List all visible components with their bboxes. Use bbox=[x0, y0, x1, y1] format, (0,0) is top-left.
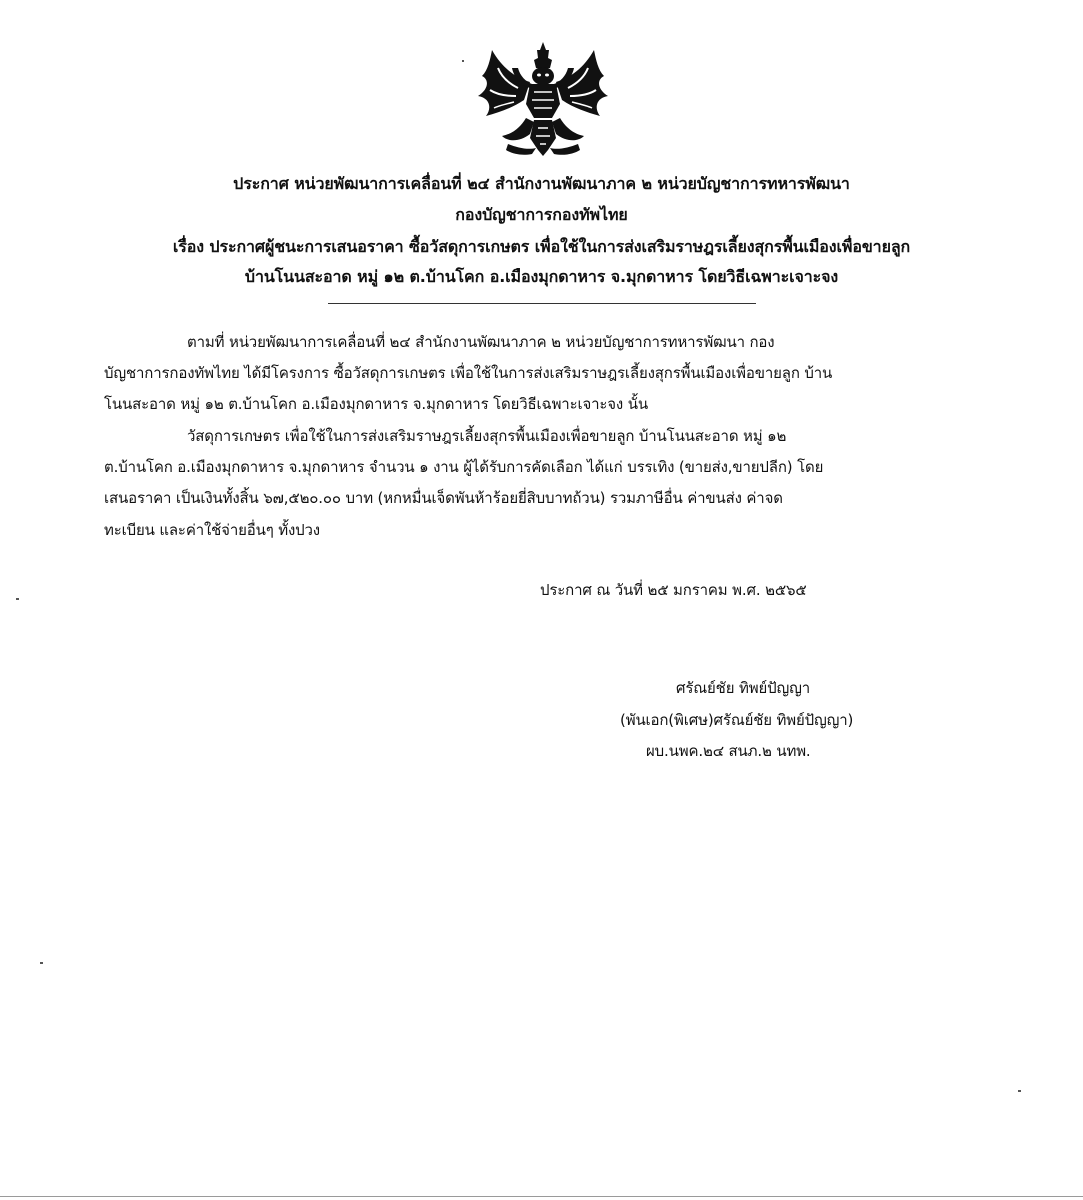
scan-speck bbox=[16, 598, 19, 600]
announcement-date: ประกาศ ณ วันที่ ๒๕ มกราคม พ.ศ. ๒๕๖๕ bbox=[540, 581, 807, 599]
body-paragraph2-line3: เสนอราคา เป็นเงินทั้งสิ้น ๖๗,๕๒๐.๐๐ บาท (หกหมื่นเจ็ดพันห้าร้อยยี่สิบบาทถ้วน) รวมภาษีอื่น ค่าขนส่ง ค่าจด bbox=[104, 489, 783, 507]
scan-bottom-edge bbox=[0, 1196, 1083, 1197]
signature-position: ผบ.นพค.๒๔ สนภ.๒ นทพ. bbox=[646, 742, 811, 760]
body-paragraph1-line1: ตามที่ หน่วยพัฒนาการเคลื่อนที่ ๒๔ สำนักงานพัฒนาภาค ๒ หน่วยบัญชาการทหารพัฒนา กอง bbox=[187, 333, 775, 351]
signature-name: ศรัณย์ชัย ทิพย์ปัญญา bbox=[676, 679, 810, 697]
scan-speck bbox=[1018, 1090, 1021, 1092]
body-paragraph1-line2: บัญชาการกองทัพไทย ได้มีโครงการ ซื้อวัสดุการเกษตร เพื่อใช้ในการส่งเสริมราษฎรเลี้ยงสุกรพื้นเมืองเพื่อขายลูก บ้าน bbox=[104, 364, 833, 382]
body-paragraph2-line4: ทะเบียน และค่าใช้จ่ายอื่นๆ ทั้งปวง bbox=[104, 521, 320, 539]
announcement-title-line1: ประกาศ หน่วยพัฒนาการเคลื่อนที่ ๒๔ สำนักงานพัฒนาภาค ๒ หน่วยบัญชาการทหารพัฒนา bbox=[233, 174, 850, 193]
scan-speck bbox=[40, 962, 43, 964]
body-paragraph2-line2: ต.บ้านโคก อ.เมืองมุกดาหาร จ.มุกดาหาร จำนวน ๑ งาน ผู้ได้รับการคัดเลือก ได้แก่ บรรเทิง (ขายส่ง,ขายปลีก) โดย bbox=[104, 458, 824, 476]
announcement-subject-line2: บ้านโนนสะอาด หมู่ ๑๒ ต.บ้านโคก อ.เมืองมุกดาหาร จ.มุกดาหาร โดยวิธีเฉพาะเจาะจง bbox=[244, 267, 839, 286]
body-paragraph2-line1: วัสดุการเกษตร เพื่อใช้ในการส่งเสริมราษฎรเลี้ยงสุกรพื้นเมืองเพื่อขายลูก บ้านโนนสะอาด หมู่ ๑๒ bbox=[187, 427, 787, 445]
garuda-emblem-icon bbox=[468, 38, 618, 160]
signature-full-name: (พันเอก(พิเศษ)ศรัณย์ชัย ทิพย์ปัญญา) bbox=[620, 711, 854, 729]
header-divider bbox=[328, 303, 756, 304]
body-paragraph1-line3: โนนสะอาด หมู่ ๑๒ ต.บ้านโคก อ.เมืองมุกดาหาร จ.มุกดาหาร โดยวิธีเฉพาะเจาะจง นั้น bbox=[104, 395, 648, 413]
announcement-title-line2: กองบัญชาการกองทัพไทย bbox=[455, 205, 628, 224]
announcement-subject-line1: เรื่อง ประกาศผู้ชนะการเสนอราคา ซื้อวัสดุการเกษตร เพื่อใช้ในการส่งเสริมราษฎรเลี้ยงสุกรพื้นเมืองเพื่อขายลูก bbox=[172, 237, 911, 256]
scan-speck bbox=[462, 60, 464, 62]
